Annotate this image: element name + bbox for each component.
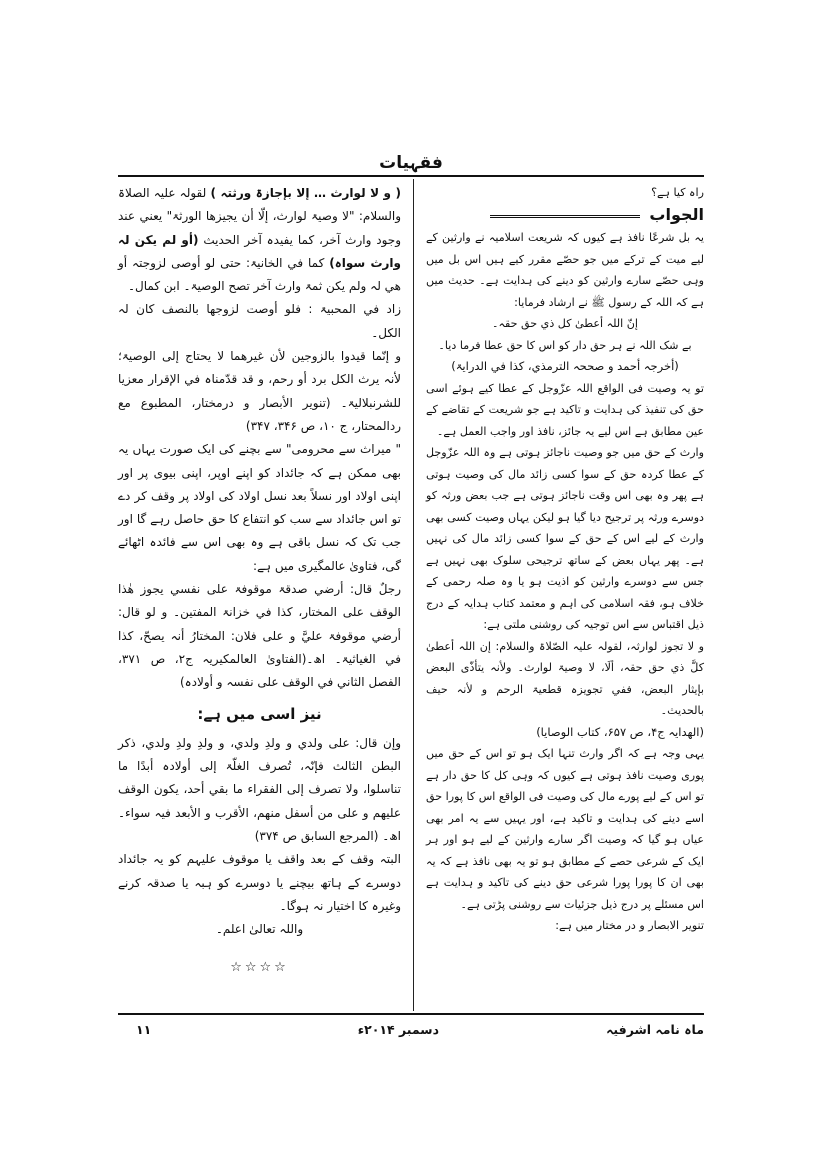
answer-heading: الجواب bbox=[649, 204, 704, 224]
heading-underline bbox=[490, 215, 640, 218]
header-rule bbox=[118, 175, 704, 177]
paragraph: وارث کے حق میں جو وصیت ناجائز ہوتی ہے وہ اللہ عزّوجل کے عطا کردہ حق کے سوا کسی زائد مال کی وصیت ہوتی ہے پھر وہ بھی اس وقت ناجائز ہوتی ہے جب بعض ورثہ کو دوسرے ورثہ پر ترجیح دیا گیا ہو لیکن یہاں وصیت کسی بھی وارث کے لیے اس کے حق کے سوا کسی زائد مال کی نہیں ہے۔ پھر یہاں بعض کے ساتھ ترجیحی سلوک بھی نہیں ہے جس سے دوسرے وارثین کو اذیت ہو یا وہ صلہ رحمی کے خلاف ہو، فقہ اسلامی کی اہم و معتمد کتاب ہدایہ کے درج ذیل اقتباس سے اس توجیہ کی روشنی ملتی ہے: bbox=[426, 446, 704, 631]
quote-bold: ( و لا لوارث … إلا بإجازۃ ورثتہ ) bbox=[210, 186, 401, 200]
paragraph: تو یہ وصیت فی الواقع اللہ عزّوجل کے عطا کیے ہوئے اسی حق کی تنفیذ کی ہدایت و تاکید ہے جو شریعت کے تقاضے کے عین مطابق ہے اس لیے یہ جائز، نافذ اور واجب العمل ہے۔ bbox=[426, 381, 704, 438]
question-tail: راہ کیا ہے؟ bbox=[651, 186, 704, 199]
paragraph: البتہ وقف کے بعد واقف یا موقوف علیہم کو یہ جائداد دوسرے کے ہاتھ بیچنے یا دوسرے کو ہبہ یا صدقہ کرنے وغیرہ کا اختیار نہ ہوگا۔ bbox=[118, 852, 401, 913]
quote-text: لقولہ علیہ الصلاۃ والسلام: "لا وصیۃ لوارث، إلّا أن یجیزھا الورثۃ" یعني عند وجود وارث آخر، کما یفیدہ آخر الحدیث bbox=[118, 186, 402, 247]
closing-phrase: واللہ تعالیٰ اعلم۔ bbox=[215, 922, 304, 937]
right-column bbox=[426, 182, 704, 937]
paragraph: وإن قال: علی ولدي و ولدِ ولدي، و ولدِ ولدِ ولدي، ذکر البطن الثالث فإنّہ، تُصرف الغلّۃ إلی أولادہ أبدًا ما تناسلوا، ولا تصرف إلی الفقراء ما بقي أحد، یکون الوقف علیھم و علی من أسفل منھم، الأقرب و الأبعد فیہ سواء۔ اھ۔ (المرجع السابق ص ۳۷۴) bbox=[118, 735, 401, 844]
left-column bbox=[118, 182, 401, 979]
hidaya-quote: و لا تجوز لوارثہ، لقولہ علیہ الصّلاۃ والسلام: إن اللہ أعطیٰ کلَّ ذي حق حقہ، ألَا، لا وصیۃ لوارث۔ ولأنہ یتأذّی البعض بإیثار البعض، ففي تجویزہ قطعیۃ الرحم و لأنہ حیف بالحدیث۔ bbox=[426, 639, 704, 717]
hadith-arabic: إنّ اللہ أعطیٰ کل ذي حق حقہ۔ bbox=[492, 317, 638, 330]
paragraph: رجلٌ قال: أرضي صدقۃ موقوفۃ علی نفسي یجوز ھٰذا الوقف علی المختار، کذا في خزانۃ المفتین۔ و لو قال: أرضي موقوفۃ عليَّ و علی فلان: المختارُ أنہ یصحّ، کذا في الغیاثیۃ۔ اھ۔(الفتاویٰ العالمکیریہ ج۲، ص ۳۷۱، الفصل الثاني في الوقف علی نفسہ و أولادہ) bbox=[118, 582, 401, 690]
page-footer bbox=[118, 1022, 704, 1042]
magazine-name: ماہ نامہ اشرفیہ bbox=[606, 1022, 704, 1037]
stars-divider: ☆☆☆☆ bbox=[230, 959, 289, 975]
paragraph bbox=[118, 182, 401, 298]
quote-text: کما في الخانیۃ: حتی لو أوصی لزوجتہ أو ھي لہ ولم یکن ثمۃ وارث آخر تصح الوصیۃ۔ ابن کمال۔ bbox=[118, 255, 401, 294]
hadith-translation: بے شک اللہ نے ہر حق دار کو اس کا حق عطا فرما دیا۔ bbox=[438, 338, 692, 352]
column-divider bbox=[413, 179, 414, 1011]
paragraph: و إنّما قیدوا بالزوجین لأن غیرھما لا یحتاج إلی الوصیۃ؛ لأنہ یرث الکل برد أو رحم، و قد قدّمناہ في الإقرار معزیا للشرنبلالیۃ۔ (تنویر الأبصار و درمختار، المطبوع مع ردالمحتار، ج ۱۰، ص ۳۴۶، ۳۴۷) bbox=[118, 349, 401, 433]
page-number: ۱۱ bbox=[136, 1022, 152, 1037]
hidaya-reference: (الھدایہ ج۴، ص ۶۵۷، کتاب الوصایا) bbox=[536, 724, 704, 739]
footer-rule bbox=[118, 1013, 704, 1015]
paragraph: زاد في المحبیۃ : فلو أوصت لزوجھا بالنصف کان لہ الکل۔ bbox=[118, 302, 401, 340]
quote-bold: (أو لم یکن لہ وارث سواہ) bbox=[118, 232, 401, 270]
answer-heading-row bbox=[426, 204, 704, 228]
paragraph: تنویر الابصار و در مختار میں ہے: bbox=[555, 919, 704, 932]
paragraph: یہ بل شرعًا نافذ ہے کیوں کہ شریعت اسلامیہ نے وارثین کے لیے میت کے ترکے میں جو حصّے مقرر کیے ہیں اس بل میں وہی حصّے سارے وارثین کو دینے کی ہدایت ہے۔ حدیث میں ہے کہ اللہ کے رسول ﷺ نے ارشاد فرمایا: bbox=[426, 231, 704, 309]
paragraph: یہی وجہ ہے کہ اگر وارث تنہا ایک ہو تو اس کے حق میں پوری وصیت نافذ ہوتی ہے کیوں کہ وہی کل کا حق دار ہے تو اس کے لیے پورے مال کی وصیت فی الواقع اس کا پورا حق اسے دینے کی ہدایت و تاکید ہے، اور یہیں سے یہ امر بھی عیاں ہو گیا کہ وصیت اگر سارے وارثین کے لیے ہو اور ہر ایک کے شرعی حصے کے مطابق ہو تو یہ بھی نافذ ہے کہ یہ بھی ان کا پورا پورا شرعی حق دینے کی تاکید و ہدایت ہے اس مسئلے پر درج ذیل جزئیات سے روشنی پڑتی ہے۔ bbox=[426, 747, 704, 911]
paragraph: " میراث سے محرومی" سے بچنے کی ایک صورت یہاں یہ بھی ممکن ہے کہ جائداد کو اپنے اوپر، اپنی بیوی پر اور اپنی اولاد اور نسلاً بعد نسل اولاد کی اولاد پر وقف کر دے تو اس جائداد سے سب کو انتفاع کا حق حاصل رہے گا اور جب تک کہ نسل باقی ہے وہ بھی اس سے فائدہ اٹھائے گی، فتاویٰ عالمگیری میں ہے: bbox=[118, 442, 401, 573]
issue-date: دسمبر ۲۰۱۴ء bbox=[357, 1022, 439, 1037]
page-title: فقہیات bbox=[379, 153, 443, 173]
subheading: نیز اسی میں ہے: bbox=[197, 704, 322, 723]
hadith-reference: (أخرجہ أحمد و صححہ الترمذي، کذا في الدرایۃ) bbox=[451, 359, 679, 373]
